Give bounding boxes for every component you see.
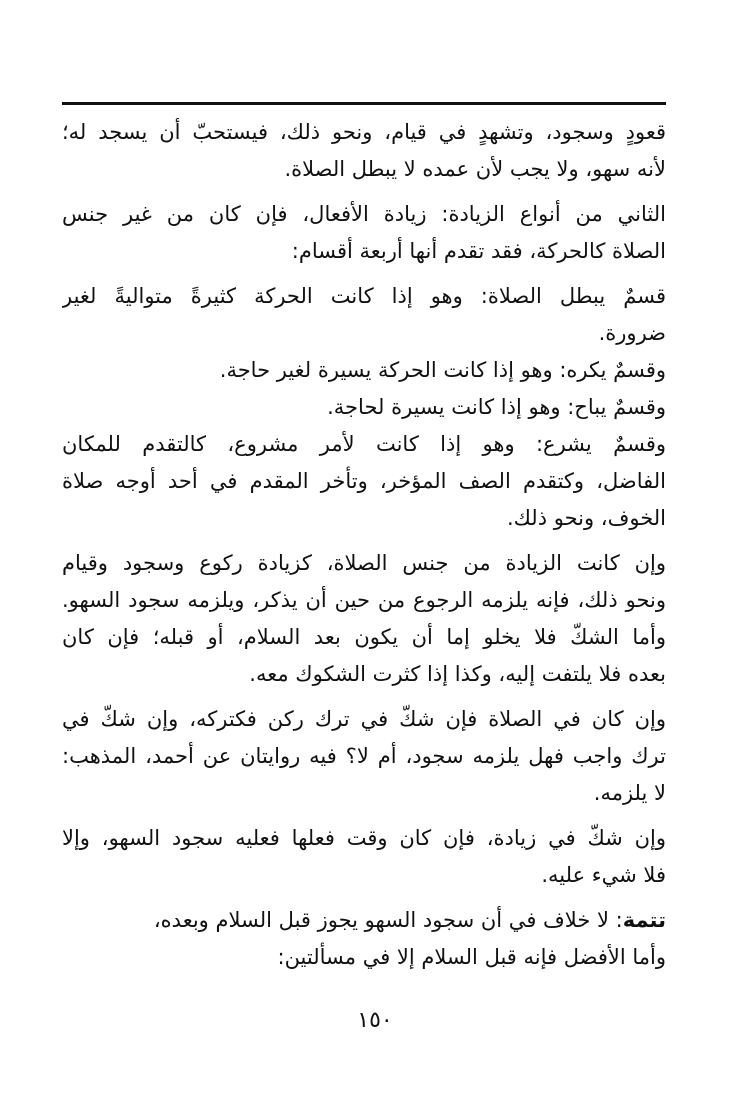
- text-line: وأما الشكّ فلا يخلو إما أن يكون بعد السلام، أو قبله؛ فإن كان: [62, 625, 666, 649]
- text-line: الثاني من أنواع الزيادة: زيادة الأفعال، فإن كان من غير جنس: [62, 202, 666, 226]
- text-line: بعده فلا يلتفت إليه، وكذا إذا كثرت الشكوك معه.: [249, 662, 666, 686]
- text-line: الخوف، ونحو ذلك.: [506, 506, 666, 530]
- text-line: ضرورة.: [598, 321, 666, 345]
- text-line: الصلاة كالحركة، فقد تقدم أنها أربعة أقسام:: [291, 239, 666, 263]
- text-line: وإن شكّ في زيادة، فإن كان وقت فعلها فعليه سجود السهو، وإلا: [62, 826, 666, 850]
- text-line: فلا شيء عليه.: [541, 863, 666, 887]
- text-line-rest: : لا خلاف في أن سجود السهو يجوز قبل السلام وبعده،: [153, 908, 623, 932]
- page-number: ١٥٠: [357, 1008, 393, 1033]
- body-text: [62, 114, 666, 976]
- text-line: وقسمٌ يشرع: وهو إذا كانت لأمر مشروع، كالتقدم للمكان: [62, 432, 666, 456]
- text-line: [62, 902, 666, 939]
- text-line: قسمٌ يبطل الصلاة: وهو إذا كانت الحركة كثيرةً متواليةً لغير: [62, 284, 666, 308]
- section-term-tatimma: تتمة: [622, 908, 666, 932]
- text-line: وإن كان في الصلاة فإن شكّ في ترك ركن فكتركه، وإن شكّ في: [62, 707, 666, 731]
- text-line: وإن كانت الزيادة من جنس الصلاة، كزيادة ركوع وسجود وقيام: [62, 551, 666, 575]
- text-line: الفاضل، وكتقدم الصف المؤخر، وتأخر المقدم في أحد أوجه صلاة: [62, 469, 666, 493]
- header-rule: [62, 102, 666, 105]
- text-line: وقسمٌ يباح: وهو إذا كانت يسيرة لحاجة.: [327, 395, 666, 419]
- text-line: لأنه سهو، ولا يجب لأن عمده لا يبطل الصلاة.: [284, 157, 666, 181]
- text-line: وقسمٌ يكره: وهو إذا كانت الحركة يسيرة لغير حاجة.: [219, 358, 666, 382]
- text-line: ونحو ذلك، فإنه يلزمه الرجوع من حين أن يذكر، ويلزمه سجود السهو.: [62, 588, 666, 612]
- text-line: ترك واجب فهل يلزمه سجود، أم لا؟ فيه روايتان عن أحمد، المذهب:: [62, 744, 666, 768]
- text-line: وأما الأفضل فإنه قبل السلام إلا في مسألتين:: [277, 945, 666, 969]
- text-line: قعودٍ وسجود، وتشهدٍ في قيام، ونحو ذلك، فيستحبّ أن يسجد له؛: [62, 120, 666, 144]
- text-line: لا يلزمه.: [593, 781, 666, 805]
